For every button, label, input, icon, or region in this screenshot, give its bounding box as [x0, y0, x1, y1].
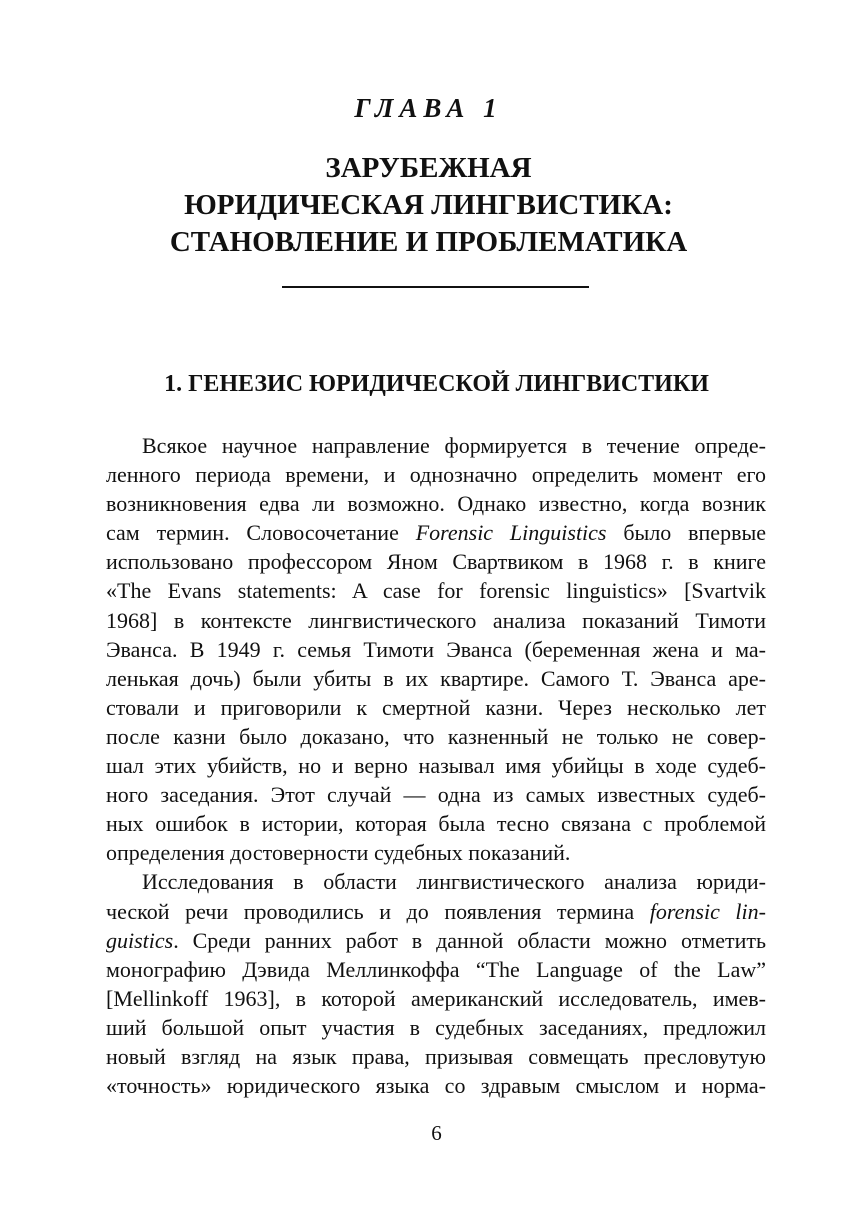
- page-number: 6: [431, 1121, 442, 1145]
- text-line: [106, 897, 766, 926]
- text-line: стовали и приговорили к смертной казни. Через несколько лет: [106, 694, 766, 720]
- italic-term: Forensic Linguistics: [415, 520, 607, 546]
- title-divider: [282, 286, 589, 288]
- text-line: ных ошибок в истории, которая была тесно связана с проблемой: [106, 811, 766, 837]
- text-line: Исследования в области лингвистического анализа юриди-: [142, 869, 766, 895]
- paragraph: [106, 431, 766, 867]
- text-line: ного заседания. Этот случай — одна из самых известных судеб-: [106, 782, 766, 808]
- chapter-title-line: ЗАРУБЕЖНАЯ: [325, 152, 532, 184]
- text-line: [106, 518, 766, 547]
- text-line: Эванса. В 1949 г. семья Тимоти Эванса (беременная жена и ма-: [106, 636, 766, 662]
- text-line: [Mellinkoff 1963], в которой американский исследователь, имев-: [106, 985, 766, 1011]
- text-line: ший большой опыт участия в судебных заседаниях, предложил: [106, 1014, 766, 1040]
- text-fragment: ческой речи проводились и до появления термина: [106, 898, 650, 924]
- chapter-title-line: СТАНОВЛЕНИЕ И ПРОБЛЕМАТИКА: [169, 226, 688, 258]
- text-line: «точность» юридического языка со здравым смыслом и норма-: [106, 1073, 766, 1099]
- text-line: «The Evans statements: A case for forensic linguistics» [Svartvik: [106, 578, 766, 604]
- text-line: ленного периода времени, и однозначно определить момент его: [106, 462, 766, 488]
- text-line: после казни было доказано, что казненный не только не совер-: [106, 723, 766, 749]
- text-line: новый взгляд на язык права, призывая совмещать пресловутую: [106, 1043, 766, 1069]
- chapter-title-line: ЮРИДИЧЕСКАЯ ЛИНГВИСТИКА:: [184, 189, 673, 221]
- text-line: Всякое научное направление формируется в течение опреде-: [142, 433, 766, 458]
- body-text: [106, 431, 766, 1100]
- italic-term: forensic lin-: [649, 898, 766, 924]
- text-fragment: было впервые: [606, 520, 766, 546]
- chapter-label: ГЛАВА 1: [354, 93, 503, 123]
- text-line: возникновения едва ли возможно. Однако известно, когда возник: [106, 491, 766, 517]
- text-line: использовано профессором Яном Свартвиком в 1968 г. в книге: [106, 549, 766, 575]
- italic-term: guistics: [106, 927, 174, 953]
- paragraph: [106, 867, 766, 1100]
- text-line: [106, 926, 766, 955]
- text-fragment: . Среди ранних работ в данной области можно отметить: [173, 927, 766, 953]
- section-heading: 1. ГЕНЕЗИС ЮРИДИЧЕСКОЙ ЛИНГВИСТИКИ: [164, 371, 709, 397]
- text-line: ленькая дочь) были убиты в их квартире. Самого Т. Эванса аре-: [106, 665, 766, 691]
- text-line: монографию Дэвида Меллинкоффа “The Language of the Law”: [106, 956, 766, 982]
- chapter-title: [0, 150, 857, 261]
- text-fragment: сам термин. Словосочетание: [106, 520, 416, 546]
- text-line: 1968] в контексте лингвистического анализа показаний Тимоти: [106, 607, 766, 633]
- text-line: определения достоверности судебных показаний.: [106, 840, 571, 866]
- text-line: шал этих убийств, но и верно называл имя убийцы в ходе судеб-: [106, 753, 766, 779]
